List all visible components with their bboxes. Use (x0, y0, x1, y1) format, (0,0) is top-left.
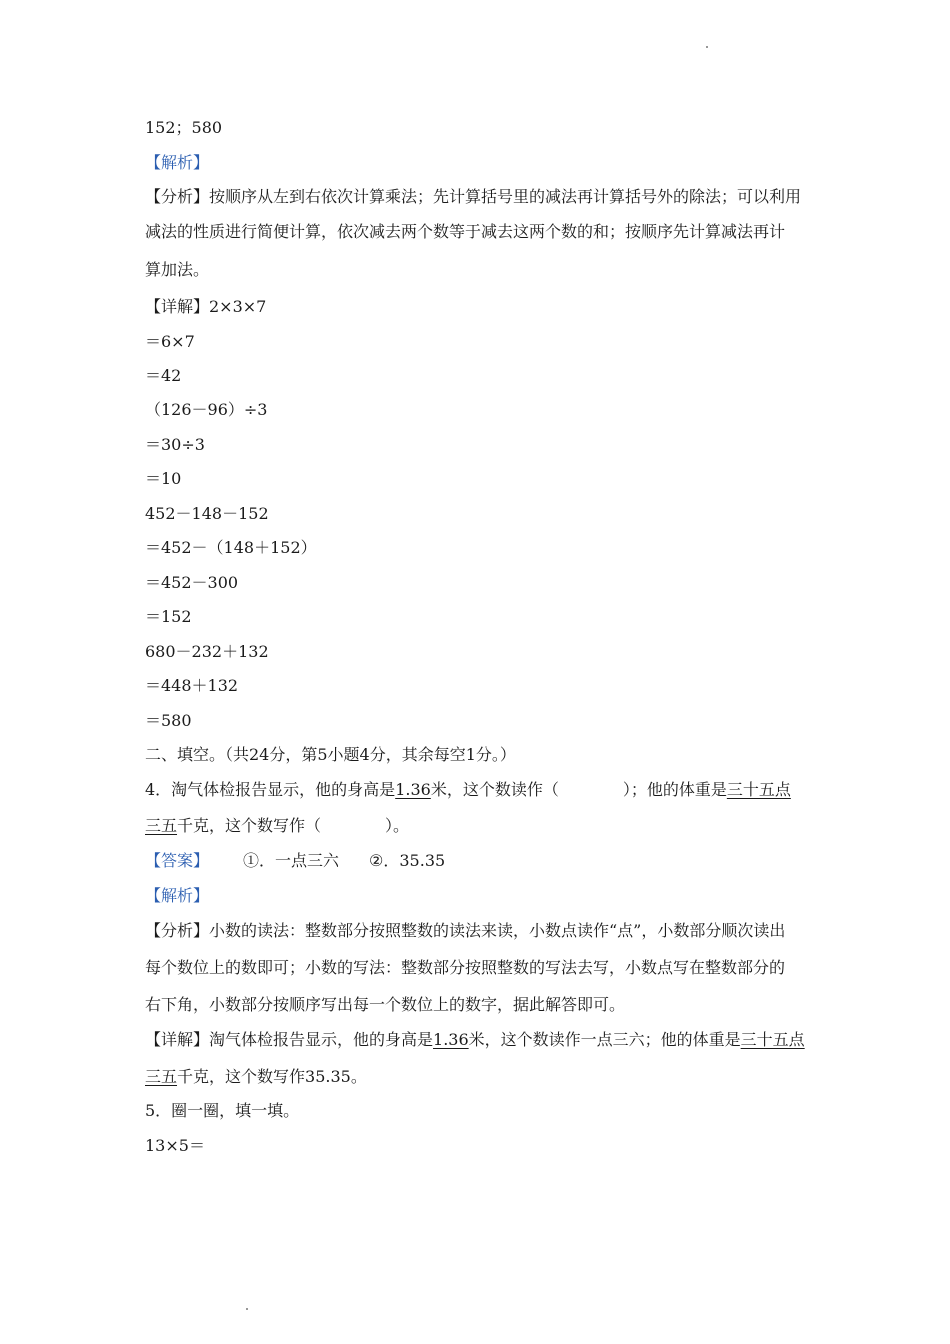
question-5-expression: 13×5＝ (145, 1136, 205, 1155)
underlined-text: 三五 (145, 816, 178, 835)
underlined-text: 1.36 (433, 1030, 469, 1049)
question-text: 千克，这个数写作（ (177, 816, 322, 835)
answer-row (145, 851, 445, 871)
detail-line-cont (145, 1067, 367, 1087)
answer-line: 152；580 (145, 118, 223, 137)
calc-step: ＝152 (145, 607, 192, 626)
question-text: 米，这个数读作（ (430, 780, 559, 799)
calc-step: ＝452－300 (145, 573, 239, 592)
underlined-text: 三十五点 (740, 1030, 805, 1049)
calc-step: ＝6×7 (145, 332, 195, 351)
detail-text: 【详解】淘气体检报告显示，他的身高是 (145, 1030, 434, 1049)
analysis-text: 算加法。 (145, 260, 210, 279)
question-text: ）。 (385, 816, 410, 835)
calc-step: 452－148－152 (145, 504, 269, 523)
question-text: ）；他的体重是 (622, 780, 727, 799)
underlined-text: 三五 (145, 1067, 178, 1086)
calc-step: ＝580 (145, 711, 192, 730)
detail-line: 【详解】2×3×7 (145, 297, 267, 316)
detail-text: 米，这个数读作一点三六；他的体重是 (468, 1030, 741, 1049)
calc-step: 680－232＋132 (145, 642, 269, 661)
calc-step: ＝452－（148＋152） (145, 538, 317, 557)
section-heading: 二、填空。（共24分，第5小题4分，其余每空1分。） (145, 745, 516, 764)
analysis-text: 减法的性质进行简便计算，依次减去两个数等于减去这两个数的和；按顺序先计算减法再计 (145, 222, 786, 241)
analysis-label: 【解析】 (145, 153, 210, 172)
calc-step: ＝10 (145, 469, 182, 488)
question-5: 5．圈一圈，填一填。 (145, 1101, 300, 1120)
detail-text: 千克，这个数写作35.35。 (177, 1067, 367, 1086)
scan-mark (246, 1308, 248, 1310)
analysis-text: 【分析】小数的读法：整数部分按照整数的读法来读，小数点读作“点”，小数部分顺次读出 (145, 921, 786, 940)
answer-item: ②．35.35 (369, 851, 446, 870)
detail-line (145, 1030, 805, 1050)
analysis-label: 【解析】 (145, 886, 210, 905)
calc-step: ＝30÷3 (145, 435, 205, 454)
answer-label: 【答案】 (145, 851, 210, 870)
underlined-text: 1.36 (395, 780, 431, 799)
question-4-cont (145, 816, 409, 836)
analysis-text: 【分析】按顺序从左到右依次计算乘法；先计算括号里的减法再计算括号外的除法；可以利用 (145, 187, 802, 206)
underlined-text: 三十五点 (726, 780, 791, 799)
question-text: 4．淘气体检报告显示，他的身高是 (145, 780, 396, 799)
calc-step: ＝42 (145, 366, 182, 385)
scan-mark (706, 46, 708, 48)
analysis-text: 每个数位上的数即可；小数的写法：整数部分按照整数的写法去写，小数点写在整数部分的 (145, 958, 786, 977)
answer-item: ①．一点三六 (243, 851, 340, 870)
calc-step: ＝448＋132 (145, 676, 239, 695)
question-4 (145, 780, 791, 800)
calc-step: （126－96）÷3 (145, 400, 268, 419)
analysis-text: 右下角，小数部分按顺序写出每一个数位上的数字，据此解答即可。 (145, 995, 626, 1014)
